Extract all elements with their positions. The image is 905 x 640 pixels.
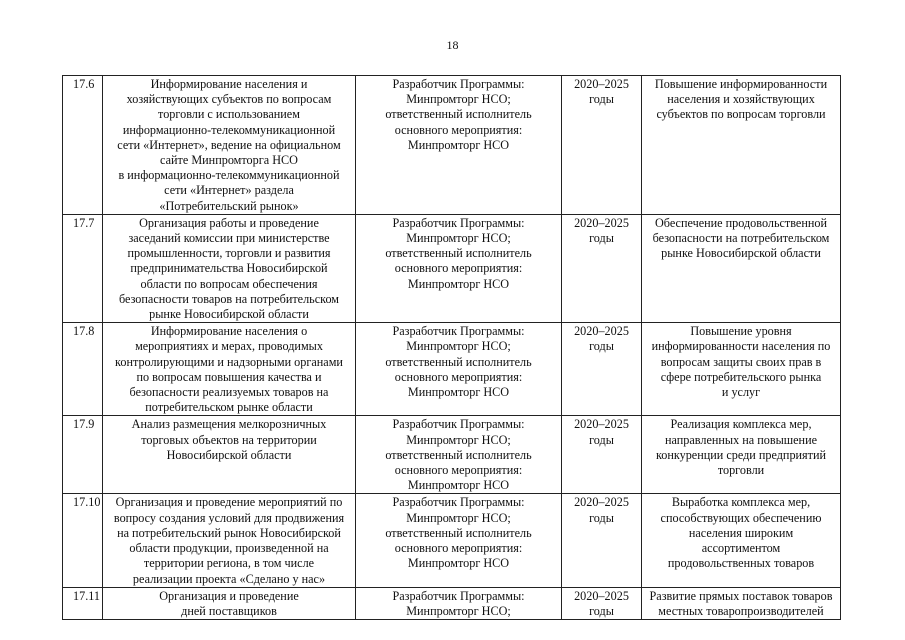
measure-name: Информирование населения о мероприятиях и мерах, проводимых контролирующими и надзорными органами по вопросам повышения качества и безопасности реализуемых товаров на потребительском рынке области [103, 323, 356, 416]
row-number: 17.8 [63, 323, 103, 416]
measure-result: Развитие прямых поставок товаров местных товаропроизводителей [642, 587, 841, 619]
table-row [63, 323, 841, 416]
measure-term: 2020–2025 годы [562, 416, 642, 494]
row-number: 17.9 [63, 416, 103, 494]
measure-term: 2020–2025 годы [562, 587, 642, 619]
measure-term: 2020–2025 годы [562, 323, 642, 416]
measure-executor: Разработчик Программы: Минпромторг НСО; ответственный исполнитель основного мероприятия: Минпромторг НСО [356, 494, 562, 587]
row-number: 17.7 [63, 214, 103, 322]
row-number: 17.11 [63, 587, 103, 619]
table-row [63, 76, 841, 215]
measure-name: Организация работы и проведение заседаний комиссии при министерстве промышленности, торговли и развития предпринимательства Новосибирской области по вопросам обеспечения безопасности товаров на потребительском рынке Новосибирской области [103, 214, 356, 322]
measure-executor: Разработчик Программы: Минпромторг НСО; ответственный исполнитель основного мероприятия: Минпромторг НСО [356, 323, 562, 416]
measure-term: 2020–2025 годы [562, 76, 642, 215]
measure-term: 2020–2025 годы [562, 494, 642, 587]
table-row [63, 214, 841, 322]
measure-executor: Разработчик Программы: Минпромторг НСО; ответственный исполнитель основного мероприятия: Минпромторг НСО [356, 416, 562, 494]
measure-result: Обеспечение продовольственной безопасности на потребительском рынке Новосибирской области [642, 214, 841, 322]
measure-result: Выработка комплекса мер, способствующих обеспечению населения широким ассортиментом продовольственных товаров [642, 494, 841, 587]
row-number: 17.6 [63, 76, 103, 215]
measure-result: Повышение уровня информированности населения по вопросам защиты своих прав в сфере потребительского рынка и услуг [642, 323, 841, 416]
measure-name: Информирование населения и хозяйствующих субъектов по вопросам торговли с использованием информационно-телекоммуникационной сети «Интернет», ведение на официальном сайте Минпромторга НСО в информационно-телекоммуникационной сети «Интернет» раздела «Потребительский рынок» [103, 76, 356, 215]
measure-name: Анализ размещения мелкорозничных торговых объектов на территории Новосибирской области [103, 416, 356, 494]
table-row [63, 416, 841, 494]
row-number: 17.10 [63, 494, 103, 587]
measure-name: Организация и проведение дней поставщиков [103, 587, 356, 619]
page-number: 18 [446, 38, 459, 52]
measure-executor: Разработчик Программы: Минпромторг НСО; ответственный исполнитель основного мероприятия: Минпромторг НСО [356, 214, 562, 322]
table-row [63, 587, 841, 619]
measure-term: 2020–2025 годы [562, 214, 642, 322]
table-row [63, 494, 841, 587]
measure-result: Повышение информированности населения и хозяйствующих субъектов по вопросам торговли [642, 76, 841, 215]
measures-table [62, 75, 841, 620]
measure-name: Организация и проведение мероприятий по вопросу создания условий для продвижения на потребительский рынок Новосибирской области продукции, произведенной на территории региона, в том числе реализации проекта «Сделано у нас» [103, 494, 356, 587]
measure-executor: Разработчик Программы: Минпромторг НСО; ответственный исполнитель основного мероприятия: Минпромторг НСО [356, 76, 562, 215]
measure-executor: Разработчик Программы: Минпромторг НСО; [356, 587, 562, 619]
measure-result: Реализация комплекса мер, направленных на повышение конкуренции среди предприятий торговли [642, 416, 841, 494]
